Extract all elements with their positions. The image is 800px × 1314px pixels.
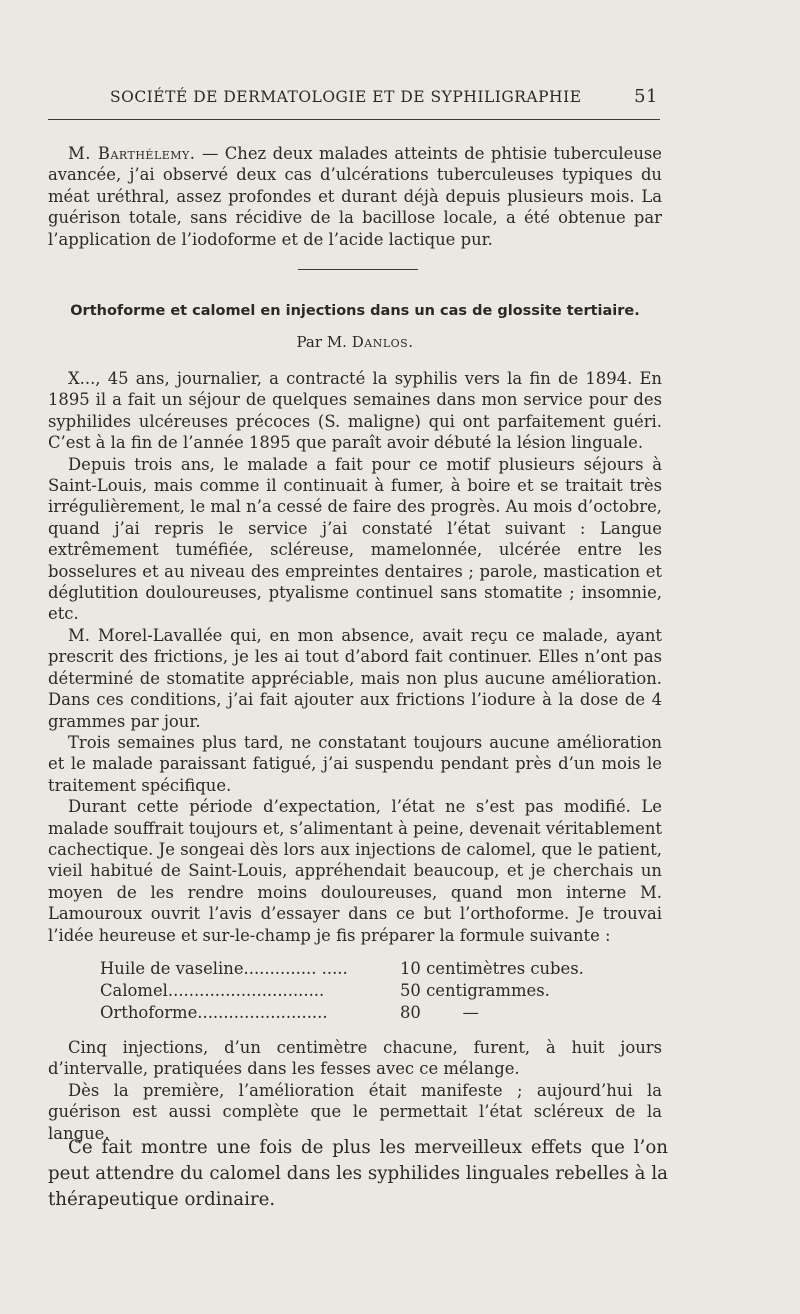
previous-text: — Chez deux malades atteints de phtisie tuberculeuse avancée, j’ai observé deux cas d’ulcérations tuberculeuses typiques du méat uréthral, assez profondes et durant déjà depuis plusieurs mois. La guérison totale, sans récidive de la bacillose locale, a été obtenue par l’application de l’iodoforme et de l’acide lactique pur. — [48, 144, 663, 249]
section-divider — [298, 269, 418, 270]
article-title: Orthoforme et calomel en injections dans un cas de glossite tertiaire. — [70, 303, 640, 319]
running-title: SOCIÉTÉ DE DERMATOLOGIE ET DE SYPHILIGRAPHIE — [110, 88, 582, 106]
article-body-continued — [48, 1037, 662, 1144]
conclusion: Ce fait montre une fois de plus les merveilleux effets que l’on peut attendre du calomel dans les syphilides linguales rebelles à la thérapeutique ordinaire. — [48, 1137, 668, 1210]
previous-paragraph — [48, 143, 662, 250]
paragraph: Durant cette période d’expectation, l’état ne s’est pas modifié. Le malade souffrait toujours et, s’alimentant à peine, devenait véritablement cachectique. Je songeai dès lors aux injections de calomel, que le patient, vieil habitué de Saint-Louis, appréhendait beaucoup, et je cherchais un moyen de les rendre moins douloureuses, quand mon interne M. Lamouroux ouvrit l’avis d’essayer dans ce but l’orthoforme. Je trouvai l’idée heureuse et sur-le-champ je fis préparer la formule suivante : — [48, 797, 662, 945]
formula-list — [100, 958, 660, 1024]
paragraph: Dès la première, l’amélioration était manifeste ; aujourd’hui la guérison est aussi complète que le permettait l’état scléreux de la langue. — [48, 1080, 662, 1143]
page-number: 51 — [634, 86, 658, 107]
formula-ingredient: Calomel.............................. — [100, 981, 325, 1000]
article-body — [48, 368, 662, 946]
formula-quantity: 10 centimètres cubes. — [400, 959, 584, 978]
formula-ingredient: Huile de vaseline.............. ..... — [100, 959, 348, 978]
previous-author: M. Barthélemy. — [68, 144, 196, 163]
formula-ingredient: Orthoforme......................... — [100, 1003, 328, 1022]
byline-author: Danlos. — [351, 333, 414, 351]
formula-row — [100, 980, 660, 1002]
formula-row — [100, 1002, 660, 1024]
paragraph: Trois semaines plus tard, ne constatant toujours aucune amélioration et le malade paraissant fatigué, j’ai suspendu pendant près d’un mois le traitement spécifique. — [48, 732, 662, 795]
byline — [48, 333, 662, 351]
paragraph: M. Morel-Lavallée qui, en mon absence, avait reçu ce malade, ayant prescrit des frictions, je les ai tout d’abord fait continuer. Elles n’ont pas déterminé de stomatite appréciable, mais non plus aucune amélioration. Dans ces conditions, j’ai fait ajouter aux frictions l’iodure à la dose de 4 grammes par jour. — [48, 625, 662, 731]
previous-communication — [48, 143, 662, 250]
header-rule — [48, 119, 660, 120]
running-head — [48, 86, 658, 112]
paragraph: Cinq injections, d’un centimètre chacune, furent, à huit jours d’intervalle, pratiquées dans les fesses avec ce mélange. — [48, 1038, 662, 1079]
paragraph: X..., 45 ans, journalier, a contracté la syphilis vers la fin de 1894. En 1895 il a fait un séjour de quelques semaines dans mon service pour des syphilides ulcéreuses précoces (S. maligne) qui ont parfaitement guéri. C’est à la fin de l’année 1895 que paraît avoir débuté la lésion linguale. — [48, 369, 662, 453]
formula-quantity: 50 centigrammes. — [400, 981, 550, 1000]
formula-row — [100, 958, 660, 980]
paragraph: Depuis trois ans, le malade a fait pour ce motif plusieurs séjours à Saint-Louis, mais comme il continuait à fumer, à boire et se traitait très irrégulièrement, le mal n’a cessé de faire des progrès. Au mois d’octobre, quand j’ai repris le service j’ai constaté l’état suivant : Langue extrêmement tuméfiée, scléreuse, mamelonnée, ulcérée entre les bosselures et au niveau des empreintes dentaires ; parole, mastication et déglutition douloureuses, ptyalisme continuel sans stomatite ; insomnie, etc. — [48, 454, 662, 624]
formula-quantity: 80 — — [400, 1003, 479, 1022]
byline-prefix: Par M. — [296, 333, 347, 351]
